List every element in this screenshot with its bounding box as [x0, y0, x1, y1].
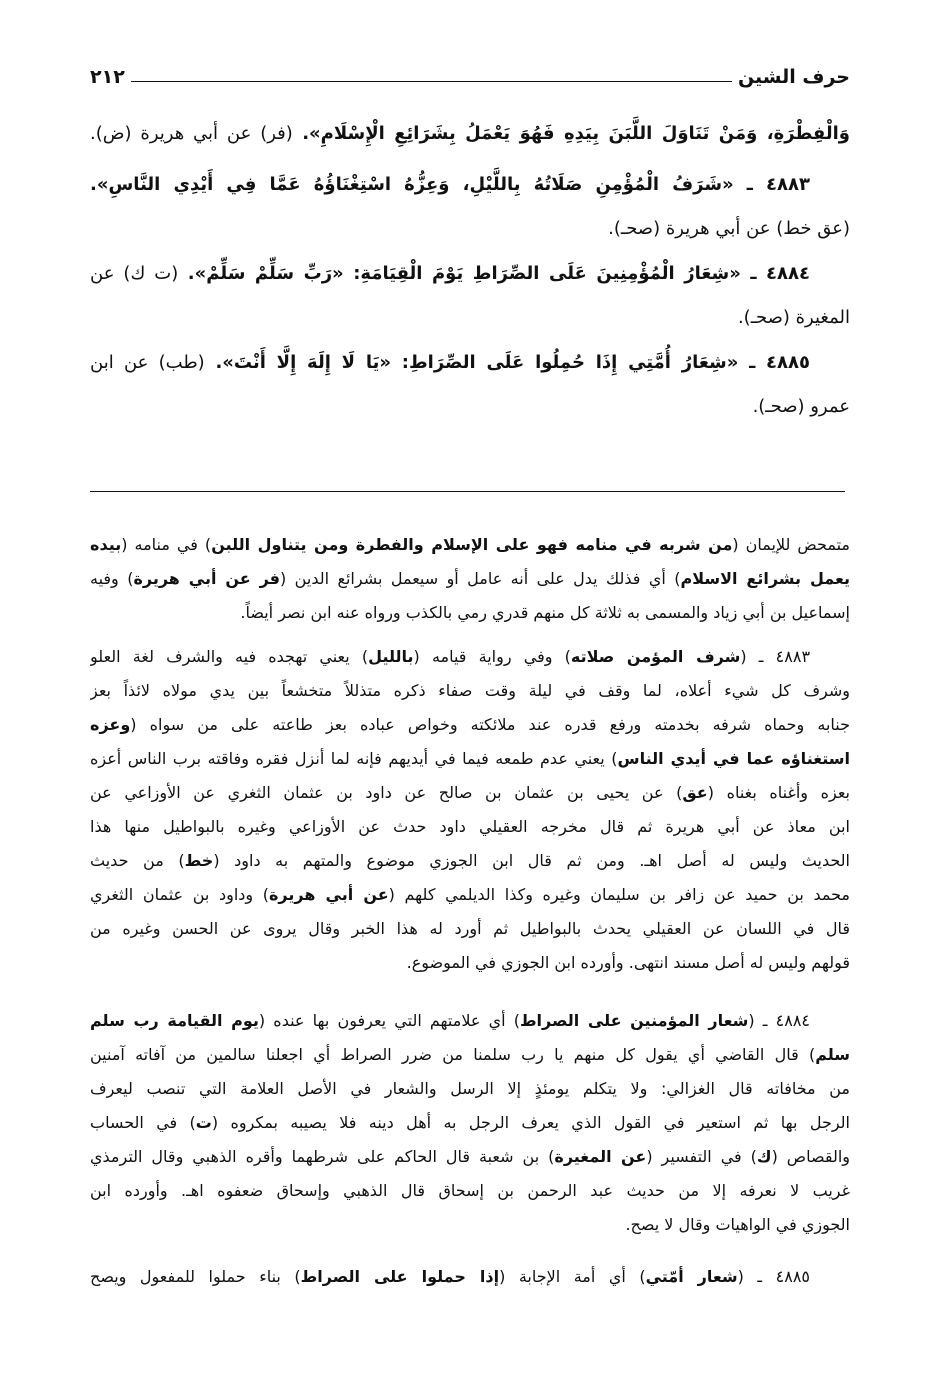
text-segment: (ت ك) عن: [90, 263, 179, 284]
text-segment: متمحض للإيمان (: [732, 535, 850, 554]
text-segment: محمد بن حميد عن زافر بن سليمان وغيره وكذا الديلمي كلهم (: [388, 885, 850, 904]
bold-text-segment: شعار المؤمنين على الصراط: [519, 1011, 749, 1030]
text-segment: ) في الحساب: [90, 1113, 196, 1132]
bold-text-segment: شرف المؤمن صلاته: [570, 647, 741, 666]
running-header: [90, 58, 850, 88]
text-segment: ) وداود بن عثمان الثغري: [90, 885, 269, 904]
bold-text-segment: وَالْفِطْرَةِ، وَمَنْ تَنَاوَلَ اللَّبَنَ بِيَدِهِ فَهُوَ يَعْمَلُ بِشَرَائِعِ الْإِسْلَامِ».: [292, 123, 850, 144]
bold-text-segment: بيده: [90, 535, 122, 554]
bold-text-segment: سلم: [815, 1045, 850, 1064]
text-segment: الجوزي في الواهيات وقال لا يصح.: [625, 1215, 850, 1234]
text-segment: (طب) عن ابن: [90, 352, 205, 373]
bold-text-segment: فر عن أبي هريرة: [133, 569, 281, 588]
text-line: [90, 596, 850, 630]
section-title: حرف الشين: [737, 66, 850, 88]
text-segment: ) بن شعبة قال الحاكم على شرطهما وأقره الذهبي وقال الترمذي: [90, 1147, 555, 1166]
bold-text-segment: ك: [756, 1147, 772, 1166]
text-line: [90, 159, 850, 210]
text-segment: ) وفي رواية قيامه (: [413, 647, 571, 666]
text-segment: ) في التفسير (: [646, 1147, 757, 1166]
text-segment: ) يعني عدم طمعه فيما في أيديهم فإنه لما أنزل فقره وفاقته برب الناس أعزه: [90, 749, 618, 768]
bold-text-segment: عن المغيرة: [554, 1147, 647, 1166]
bold-text-segment: وعزه: [90, 715, 131, 734]
bold-text-segment: خط: [184, 851, 214, 870]
text-segment: بعزه وأغناه بغناه (: [707, 783, 850, 802]
text-segment: ٤٨٨٣ ـ (: [740, 647, 811, 666]
text-segment: الرجل بها ثم استعير في القول الذي يعرف الرجل به أهل دينه فلا يصيبه بمكروه (: [211, 1113, 850, 1132]
text-line: [90, 742, 850, 776]
text-segment: ٤٨٨٥ ـ (: [737, 1267, 811, 1286]
text-line: [90, 528, 850, 562]
text-line: [90, 776, 850, 810]
text-segment: ) وفيه: [90, 569, 134, 588]
text-line: [90, 1260, 850, 1294]
text-segment: قال في اللسان عن العقيلي يحدث بالبواطيل ثم أورد له هذا الخبر وقال يروى عن الحسن وغيره من: [90, 919, 850, 938]
bold-text-segment: عق: [682, 783, 708, 802]
bold-text-segment: عن أبي هريرة: [268, 885, 389, 904]
text-line: [90, 810, 850, 844]
text-segment: جنابه وحماه شرفه بخدمته ورفع قدره عند ملائكته وخواص عباده بعز طاعته على من سواه (: [130, 715, 850, 734]
text-segment: غريب لا نعرفه إلا من حديث عبد الرحمن بن إسحاق قال الذهبي وإسحاق ضعفوه اهـ. وأورده ابن: [90, 1181, 850, 1200]
text-line: [90, 210, 850, 248]
text-line: [90, 388, 850, 426]
text-segment: (عق خط) عن أبي هريرة (صحـ).: [608, 218, 850, 239]
bold-text-segment: ٤٨٨٣ ـ «شَرَفُ الْمُؤْمِنِ صَلَاتُهُ بِاللَّيْلِ، وَعِزُّهُ اسْتِغْنَاؤُهُ عَمَّا فِي أَيْدِي النَّاسِ».: [90, 174, 810, 195]
text-segment: قولهم وليس له أصل مسند انتهى. وأورده ابن الجوزي في الموضوع.: [406, 953, 850, 972]
text-segment: ) أي أمة الإجابة (: [499, 1267, 646, 1286]
footnote-divider: [90, 491, 845, 492]
bold-text-segment: إذا حملوا على الصراط: [300, 1267, 500, 1286]
text-line: [90, 640, 850, 674]
text-segment: ٤٨٨٤ ـ (: [748, 1011, 811, 1030]
bold-text-segment: من شربه في منامه فهو على الإسلام والفطرة ومن يتناول اللبن: [211, 535, 733, 554]
text-line: [90, 674, 850, 708]
text-segment: ) عن يحيى بن عثمان بن صالح عن داود بن عثمان الثغري عن الأوزاعي عن: [90, 783, 683, 802]
text-segment: ) أي علامتهم التي يعرفون بها عنده (: [258, 1011, 520, 1030]
text-segment: ) في منامه (: [121, 535, 212, 554]
text-line: [90, 844, 850, 878]
bold-text-segment: يوم القيامة رب سلم: [90, 1011, 259, 1030]
bold-text-segment: ٤٨٨٥ ـ «شِعَارُ أُمَّتِي إِذَا حُمِلُوا عَلَى الصِّرَاطِ: «يَا لَا إِلَهَ إِلَّا أَنْتَ».: [204, 352, 810, 373]
text-line: [90, 1106, 850, 1140]
text-segment: (فر) عن أبي هريرة (ض).: [90, 123, 293, 144]
hadith-text: [90, 108, 850, 426]
commentary-paragraph: [90, 528, 850, 630]
text-line: [90, 1038, 850, 1072]
commentary-paragraph: [90, 1260, 850, 1294]
text-line: [90, 946, 850, 980]
text-segment: ) بناء حملوا للمفعول ويصح: [90, 1267, 301, 1286]
text-line: [90, 1004, 850, 1038]
text-line: [90, 1208, 850, 1242]
text-line: [90, 299, 850, 337]
text-segment: وشرف كل شيء أعلاه، لما وقف في ليلة وقت صفاء ذكره متذللاً متخشعاً بين يدي مولاه لائذاً بعز: [90, 681, 850, 700]
text-line: [90, 878, 850, 912]
bold-text-segment: بالليل: [368, 647, 414, 666]
commentary-paragraph: [90, 1004, 850, 1242]
text-segment: ) أي فذلك يدل على أنه عامل أو سيعمل بشرائع الدين (: [280, 569, 681, 588]
bold-text-segment: ٤٨٨٤ ـ «شِعَارُ الْمُؤْمِنِينَ عَلَى الصِّرَاطِ يَوْمَ الْقِيَامَةِ: «رَبِّ سَلِّمْ سَلِّمْ».: [178, 263, 810, 284]
text-segment: والقصاص (: [771, 1147, 850, 1166]
text-line: [90, 912, 850, 946]
commentary-paragraph: [90, 640, 850, 980]
text-line: [90, 1140, 850, 1174]
text-segment: عمرو (صحـ).: [752, 396, 850, 417]
text-segment: من مخافاته قال الغزالي: ولا يتكلم يومئذٍ إلا الرسل والشعار في الأصل العلامة التي تنصب ليعرف: [90, 1079, 850, 1098]
text-segment: ) يعني تهجده فيه والشرف لغة العلو: [90, 647, 369, 666]
text-segment: ) قال القاضي أي يقول كل منهم يا رب سلمنا من ضرر الصراط أي اجعلنا سالمين من آفاته آمنين: [90, 1045, 816, 1064]
bold-text-segment: ت: [195, 1113, 212, 1132]
bold-text-segment: استغناؤه عما في أيدي الناس: [617, 749, 850, 768]
bold-text-segment: يعمل بشرائع الاسلام: [680, 569, 850, 588]
text-segment: ) من حديث: [90, 851, 185, 870]
text-line: [90, 1072, 850, 1106]
text-segment: المغيرة (صحـ).: [737, 307, 850, 328]
bold-text-segment: شعار أمّتي: [645, 1267, 738, 1286]
text-line: [90, 108, 850, 159]
text-segment: إسماعيل بن أبي زياد والمسمى به ثلاثة كل منهم قدري رمي بالكذب ورواه عنه ابن نصر أيضاً.: [240, 603, 850, 622]
text-line: [90, 1174, 850, 1208]
text-line: [90, 562, 850, 596]
text-segment: الحديث وليس له أصل اهـ. ومن ثم قال ابن الجوزي موضوع والمتهم به داود (: [213, 851, 850, 870]
page-number: ٢١٢: [90, 66, 125, 88]
header-rule: [131, 81, 732, 82]
text-segment: ابن معاذ عن أبي هريرة ثم قال مخرجه العقيلي داود حدث عن الأوزاعي وغيره بالبواطيل منها هذا: [90, 817, 850, 836]
text-line: [90, 248, 850, 299]
text-line: [90, 337, 850, 388]
text-line: [90, 708, 850, 742]
